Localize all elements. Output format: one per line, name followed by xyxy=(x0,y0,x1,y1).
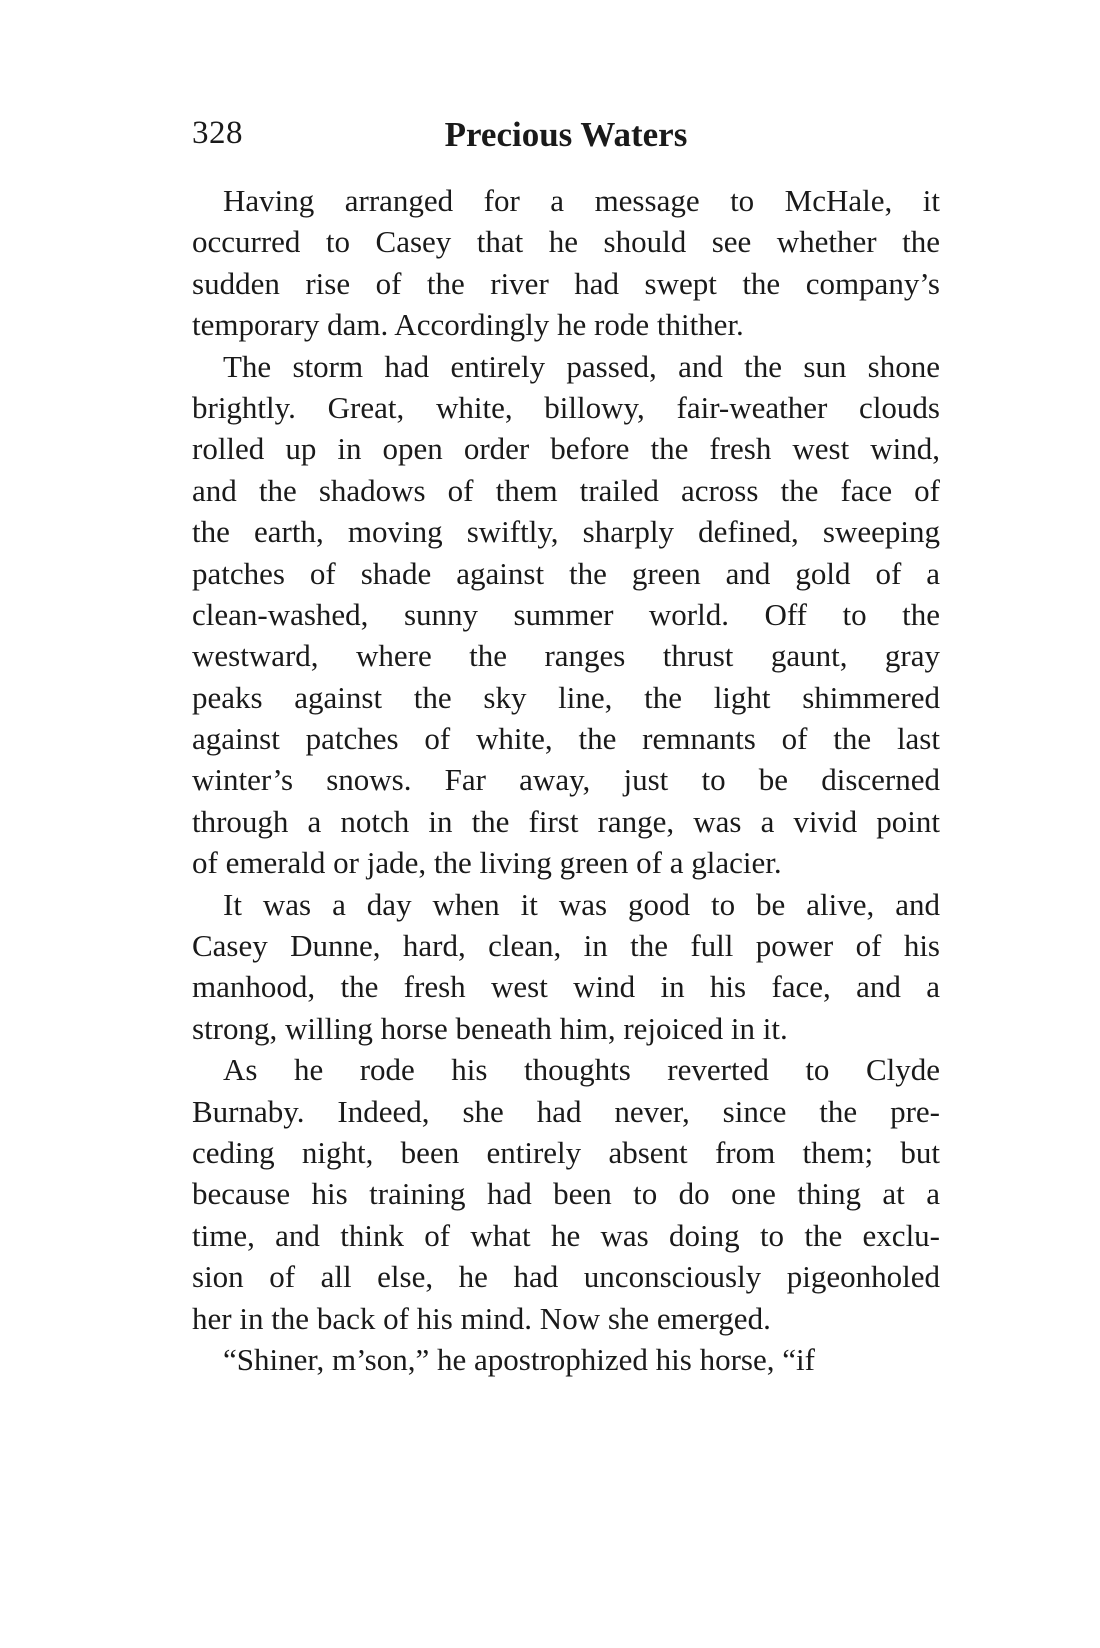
running-title: Precious Waters xyxy=(444,115,688,154)
text-line: It was a day when it was good to be alive, and xyxy=(223,886,940,922)
text-line: winter’s snows. Far away, just to be discerned xyxy=(192,762,940,798)
text-line: against patches of white, the remnants of the last xyxy=(192,721,940,757)
paragraph xyxy=(192,346,940,884)
page-header xyxy=(192,115,940,167)
paragraph xyxy=(192,1049,940,1339)
text-line: Casey Dunne, hard, clean, in the full power of his xyxy=(192,928,940,964)
text-line: brightly. Great, white, billowy, fair-weather clouds xyxy=(192,389,940,425)
text-line: The storm had entirely passed, and the sun shone xyxy=(223,348,940,384)
text-line: of emerald or jade, the living green of a glacier. xyxy=(192,845,782,881)
text-line: Having arranged for a message to McHale, it xyxy=(223,183,940,218)
text-line: westward, where the ranges thrust gaunt, gray xyxy=(192,638,940,674)
text-line: because his training had been to do one thing at a xyxy=(192,1176,940,1212)
text-line: her in the back of his mind. Now she emerged. xyxy=(192,1300,771,1336)
text-line: ceding night, been entirely absent from them; but xyxy=(192,1134,940,1170)
text-line: manhood, the fresh west wind in his face, and a xyxy=(192,969,940,1005)
body-text xyxy=(192,180,940,1380)
text-line: sion of all else, he had unconsciously pigeonholed xyxy=(192,1259,940,1295)
text-line: sudden rise of the river had swept the company’s xyxy=(192,265,940,301)
text-line: As he rode his thoughts reverted to Clyde xyxy=(223,1052,940,1088)
paragraph xyxy=(192,884,940,1050)
text-line: peaks against the sky line, the light shimmered xyxy=(192,679,940,715)
text-line: “Shiner, m’son,” he apostrophized his horse, “if xyxy=(223,1341,815,1377)
text-line: the earth, moving swiftly, sharply defined, sweeping xyxy=(192,514,940,550)
text-line: strong, willing horse beneath him, rejoiced in it. xyxy=(192,1010,788,1046)
text-line: occurred to Casey that he should see whether the xyxy=(192,224,940,260)
text-line: rolled up in open order before the fresh west wind, xyxy=(192,431,940,467)
text-line: patches of shade against the green and gold of a xyxy=(192,555,940,591)
text-line: and the shadows of them trailed across the face of xyxy=(192,472,940,508)
text-line: through a notch in the first range, was a vivid point xyxy=(192,803,940,839)
paragraph xyxy=(192,1339,940,1380)
text-line: Burnaby. Indeed, she had never, since the pre- xyxy=(192,1093,940,1129)
text-line: temporary dam. Accordingly he rode thither. xyxy=(192,307,744,343)
text-line: clean-washed, sunny summer world. Off to the xyxy=(192,596,940,632)
paragraph xyxy=(192,180,940,346)
text-line: time, and think of what he was doing to the exclu- xyxy=(192,1217,940,1253)
page-number: 328 xyxy=(192,115,243,151)
